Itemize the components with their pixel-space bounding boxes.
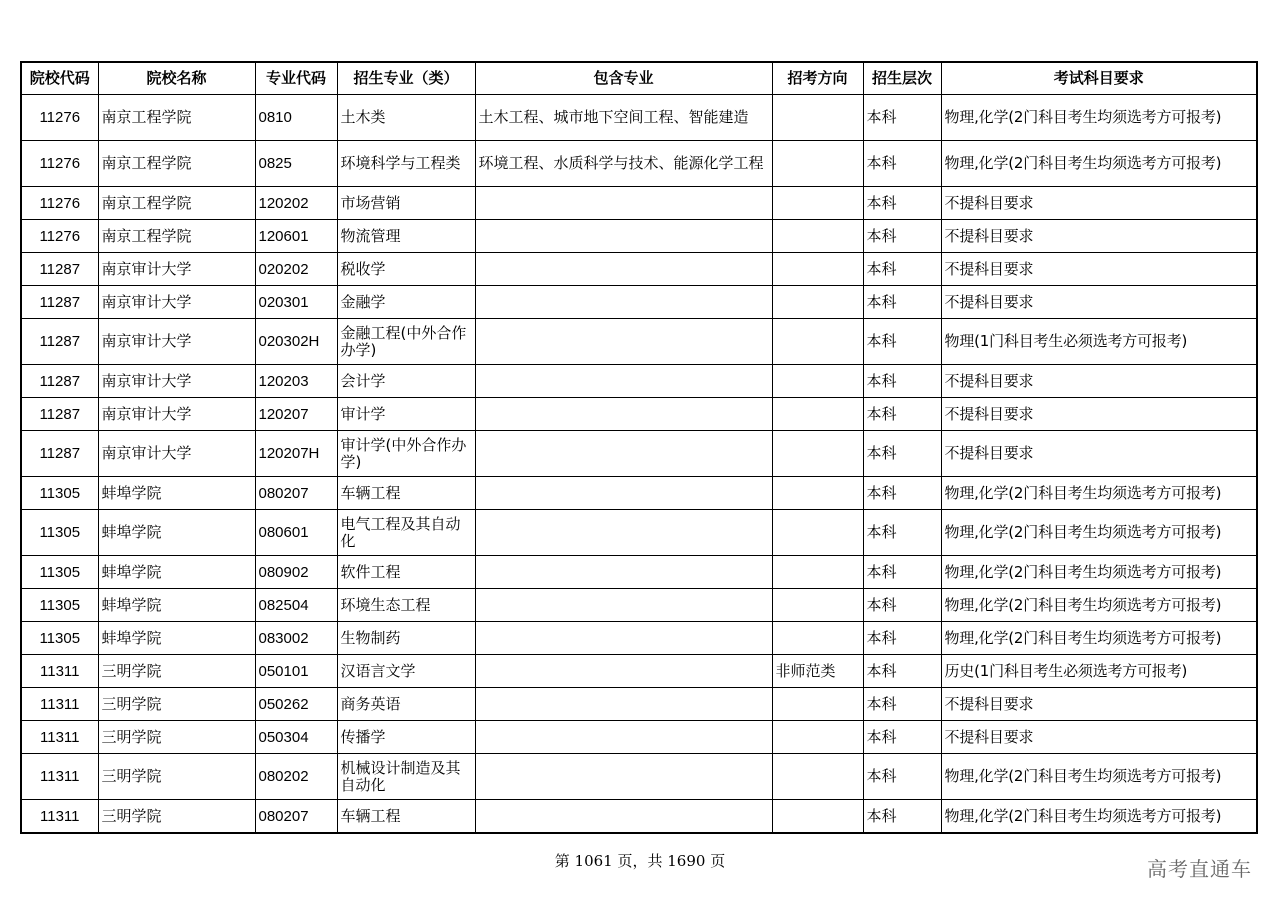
cell-major: 审计学 bbox=[337, 398, 475, 431]
table-row bbox=[21, 141, 1257, 187]
cell-school-code: 11287 bbox=[21, 286, 98, 319]
cell-direction bbox=[772, 141, 863, 187]
cell-included-majors bbox=[475, 253, 772, 286]
cell-requirement: 不提科目要求 bbox=[941, 187, 1257, 220]
cell-direction bbox=[772, 721, 863, 754]
header-school-code: 院校代码 bbox=[21, 62, 98, 95]
cell-major: 土木类 bbox=[337, 95, 475, 141]
table-row bbox=[21, 510, 1257, 556]
table-row bbox=[21, 754, 1257, 800]
cell-requirement: 不提科目要求 bbox=[941, 688, 1257, 721]
cell-school-name: 南京审计大学 bbox=[98, 319, 255, 365]
cell-school-code: 11276 bbox=[21, 220, 98, 253]
cell-included-majors bbox=[475, 220, 772, 253]
cell-major-code: 120207 bbox=[255, 398, 337, 431]
cell-school-code: 11305 bbox=[21, 510, 98, 556]
cell-level: 本科 bbox=[863, 187, 941, 220]
cell-major: 电气工程及其自动化 bbox=[337, 510, 475, 556]
cell-school-name: 三明学院 bbox=[98, 655, 255, 688]
cell-school-code: 11287 bbox=[21, 365, 98, 398]
cell-major: 金融工程(中外合作办学) bbox=[337, 319, 475, 365]
cell-included-majors bbox=[475, 510, 772, 556]
cell-level: 本科 bbox=[863, 365, 941, 398]
cell-direction bbox=[772, 510, 863, 556]
cell-major: 车辆工程 bbox=[337, 800, 475, 834]
header-school-name: 院校名称 bbox=[98, 62, 255, 95]
cell-direction bbox=[772, 95, 863, 141]
cell-requirement: 物理,化学(2门科目考生均须选考方可报考) bbox=[941, 556, 1257, 589]
cell-included-majors bbox=[475, 589, 772, 622]
cell-school-name: 蚌埠学院 bbox=[98, 622, 255, 655]
cell-requirement: 物理,化学(2门科目考生均须选考方可报考) bbox=[941, 800, 1257, 834]
cell-major-code: 050262 bbox=[255, 688, 337, 721]
cell-included-majors bbox=[475, 187, 772, 220]
cell-requirement: 物理,化学(2门科目考生均须选考方可报考) bbox=[941, 510, 1257, 556]
cell-school-code: 11276 bbox=[21, 187, 98, 220]
cell-major-code: 050304 bbox=[255, 721, 337, 754]
cell-major: 会计学 bbox=[337, 365, 475, 398]
cell-school-name: 三明学院 bbox=[98, 754, 255, 800]
table-row bbox=[21, 187, 1257, 220]
cell-school-code: 11311 bbox=[21, 754, 98, 800]
cell-requirement: 不提科目要求 bbox=[941, 286, 1257, 319]
cell-requirement: 不提科目要求 bbox=[941, 431, 1257, 477]
cell-level: 本科 bbox=[863, 622, 941, 655]
cell-school-name: 蚌埠学院 bbox=[98, 477, 255, 510]
cell-major-code: 0825 bbox=[255, 141, 337, 187]
cell-major-code: 080207 bbox=[255, 477, 337, 510]
cell-major-code: 080207 bbox=[255, 800, 337, 834]
table-body bbox=[21, 95, 1257, 834]
table-row bbox=[21, 622, 1257, 655]
cell-school-name: 南京审计大学 bbox=[98, 365, 255, 398]
cell-school-code: 11287 bbox=[21, 398, 98, 431]
cell-school-code: 11305 bbox=[21, 477, 98, 510]
cell-direction bbox=[772, 220, 863, 253]
cell-school-code: 11276 bbox=[21, 95, 98, 141]
table-row bbox=[21, 95, 1257, 141]
table-row bbox=[21, 286, 1257, 319]
table-row bbox=[21, 319, 1257, 365]
cell-direction bbox=[772, 589, 863, 622]
cell-requirement: 不提科目要求 bbox=[941, 220, 1257, 253]
cell-included-majors bbox=[475, 319, 772, 365]
header-requirement: 考试科目要求 bbox=[941, 62, 1257, 95]
cell-level: 本科 bbox=[863, 754, 941, 800]
cell-included-majors bbox=[475, 800, 772, 834]
cell-major: 软件工程 bbox=[337, 556, 475, 589]
cell-major: 物流管理 bbox=[337, 220, 475, 253]
cell-direction bbox=[772, 688, 863, 721]
cell-major-code: 020302H bbox=[255, 319, 337, 365]
cell-direction bbox=[772, 431, 863, 477]
cell-requirement: 物理(1门科目考生必须选考方可报考) bbox=[941, 319, 1257, 365]
cell-direction bbox=[772, 477, 863, 510]
cell-direction bbox=[772, 398, 863, 431]
cell-major: 环境生态工程 bbox=[337, 589, 475, 622]
cell-school-code: 11287 bbox=[21, 253, 98, 286]
cell-school-name: 三明学院 bbox=[98, 721, 255, 754]
header-major-code: 专业代码 bbox=[255, 62, 337, 95]
cell-major: 环境科学与工程类 bbox=[337, 141, 475, 187]
cell-school-name: 三明学院 bbox=[98, 800, 255, 834]
cell-school-code: 11311 bbox=[21, 655, 98, 688]
cell-direction bbox=[772, 800, 863, 834]
cell-major-code: 120601 bbox=[255, 220, 337, 253]
cell-direction bbox=[772, 319, 863, 365]
cell-level: 本科 bbox=[863, 477, 941, 510]
cell-level: 本科 bbox=[863, 431, 941, 477]
table-row bbox=[21, 365, 1257, 398]
cell-major: 市场营销 bbox=[337, 187, 475, 220]
table-row bbox=[21, 655, 1257, 688]
cell-school-name: 蚌埠学院 bbox=[98, 556, 255, 589]
table-row bbox=[21, 721, 1257, 754]
cell-requirement: 物理,化学(2门科目考生均须选考方可报考) bbox=[941, 95, 1257, 141]
cell-school-name: 南京审计大学 bbox=[98, 253, 255, 286]
cell-level: 本科 bbox=[863, 286, 941, 319]
cell-level: 本科 bbox=[863, 398, 941, 431]
table-row bbox=[21, 398, 1257, 431]
cell-included-majors bbox=[475, 365, 772, 398]
cell-major: 商务英语 bbox=[337, 688, 475, 721]
cell-level: 本科 bbox=[863, 556, 941, 589]
cell-school-code: 11287 bbox=[21, 431, 98, 477]
cell-requirement: 物理,化学(2门科目考生均须选考方可报考) bbox=[941, 754, 1257, 800]
cell-major: 汉语言文学 bbox=[337, 655, 475, 688]
cell-level: 本科 bbox=[863, 688, 941, 721]
cell-included-majors bbox=[475, 556, 772, 589]
cell-school-code: 11276 bbox=[21, 141, 98, 187]
cell-major: 传播学 bbox=[337, 721, 475, 754]
cell-school-name: 南京工程学院 bbox=[98, 187, 255, 220]
cell-school-name: 蚌埠学院 bbox=[98, 510, 255, 556]
cell-level: 本科 bbox=[863, 589, 941, 622]
cell-major-code: 020301 bbox=[255, 286, 337, 319]
header-included-majors: 包含专业 bbox=[475, 62, 772, 95]
cell-included-majors: 土木工程、城市地下空间工程、智能建造 bbox=[475, 95, 772, 141]
cell-school-code: 11287 bbox=[21, 319, 98, 365]
cell-major: 生物制药 bbox=[337, 622, 475, 655]
cell-level: 本科 bbox=[863, 655, 941, 688]
table-row bbox=[21, 800, 1257, 834]
cell-requirement: 物理,化学(2门科目考生均须选考方可报考) bbox=[941, 477, 1257, 510]
cell-school-name: 南京审计大学 bbox=[98, 286, 255, 319]
cell-direction bbox=[772, 556, 863, 589]
cell-major-code: 080902 bbox=[255, 556, 337, 589]
cell-major-code: 020202 bbox=[255, 253, 337, 286]
cell-major-code: 050101 bbox=[255, 655, 337, 688]
cell-included-majors bbox=[475, 622, 772, 655]
cell-level: 本科 bbox=[863, 220, 941, 253]
cell-direction bbox=[772, 286, 863, 319]
table-header-row bbox=[21, 62, 1257, 95]
cell-direction bbox=[772, 187, 863, 220]
cell-school-name: 南京工程学院 bbox=[98, 141, 255, 187]
cell-school-name: 南京工程学院 bbox=[98, 95, 255, 141]
cell-level: 本科 bbox=[863, 319, 941, 365]
cell-major-code: 083002 bbox=[255, 622, 337, 655]
cell-requirement: 物理,化学(2门科目考生均须选考方可报考) bbox=[941, 589, 1257, 622]
cell-included-majors: 环境工程、水质科学与技术、能源化学工程 bbox=[475, 141, 772, 187]
table-row bbox=[21, 253, 1257, 286]
cell-major-code: 082504 bbox=[255, 589, 337, 622]
cell-level: 本科 bbox=[863, 721, 941, 754]
table-row bbox=[21, 431, 1257, 477]
cell-requirement: 不提科目要求 bbox=[941, 365, 1257, 398]
table-row bbox=[21, 477, 1257, 510]
admission-table bbox=[20, 61, 1258, 834]
cell-school-code: 11311 bbox=[21, 688, 98, 721]
cell-major-code: 0810 bbox=[255, 95, 337, 141]
cell-major: 税收学 bbox=[337, 253, 475, 286]
header-major: 招生专业（类） bbox=[337, 62, 475, 95]
cell-included-majors bbox=[475, 721, 772, 754]
cell-included-majors bbox=[475, 754, 772, 800]
cell-included-majors bbox=[475, 688, 772, 721]
watermark: 高考直通车 bbox=[1147, 857, 1252, 881]
cell-included-majors bbox=[475, 655, 772, 688]
cell-included-majors bbox=[475, 431, 772, 477]
cell-major-code: 080202 bbox=[255, 754, 337, 800]
cell-school-code: 11305 bbox=[21, 556, 98, 589]
cell-included-majors bbox=[475, 398, 772, 431]
cell-included-majors bbox=[475, 286, 772, 319]
cell-requirement: 物理,化学(2门科目考生均须选考方可报考) bbox=[941, 141, 1257, 187]
cell-included-majors bbox=[475, 477, 772, 510]
cell-school-name: 南京审计大学 bbox=[98, 431, 255, 477]
cell-major-code: 120207H bbox=[255, 431, 337, 477]
cell-requirement: 不提科目要求 bbox=[941, 398, 1257, 431]
cell-school-name: 南京工程学院 bbox=[98, 220, 255, 253]
cell-requirement: 历史(1门科目考生必须选考方可报考) bbox=[941, 655, 1257, 688]
cell-major-code: 120202 bbox=[255, 187, 337, 220]
cell-level: 本科 bbox=[863, 141, 941, 187]
cell-major: 车辆工程 bbox=[337, 477, 475, 510]
cell-major-code: 080601 bbox=[255, 510, 337, 556]
cell-school-code: 11311 bbox=[21, 800, 98, 834]
cell-direction bbox=[772, 754, 863, 800]
table-row bbox=[21, 220, 1257, 253]
cell-school-code: 11305 bbox=[21, 622, 98, 655]
cell-school-code: 11305 bbox=[21, 589, 98, 622]
cell-direction bbox=[772, 365, 863, 398]
cell-requirement: 物理,化学(2门科目考生均须选考方可报考) bbox=[941, 622, 1257, 655]
table-row bbox=[21, 556, 1257, 589]
cell-major: 机械设计制造及其自动化 bbox=[337, 754, 475, 800]
cell-major: 金融学 bbox=[337, 286, 475, 319]
cell-school-name: 南京审计大学 bbox=[98, 398, 255, 431]
cell-level: 本科 bbox=[863, 800, 941, 834]
header-direction: 招考方向 bbox=[772, 62, 863, 95]
table-row bbox=[21, 688, 1257, 721]
cell-level: 本科 bbox=[863, 510, 941, 556]
cell-direction: 非师范类 bbox=[772, 655, 863, 688]
cell-school-code: 11311 bbox=[21, 721, 98, 754]
cell-major-code: 120203 bbox=[255, 365, 337, 398]
cell-school-name: 三明学院 bbox=[98, 688, 255, 721]
cell-level: 本科 bbox=[863, 95, 941, 141]
cell-requirement: 不提科目要求 bbox=[941, 253, 1257, 286]
table-row bbox=[21, 589, 1257, 622]
cell-direction bbox=[772, 622, 863, 655]
cell-school-name: 蚌埠学院 bbox=[98, 589, 255, 622]
cell-level: 本科 bbox=[863, 253, 941, 286]
page-number: 第 1061 页，共 1690 页 bbox=[554, 852, 726, 870]
cell-requirement: 不提科目要求 bbox=[941, 721, 1257, 754]
header-level: 招生层次 bbox=[863, 62, 941, 95]
cell-major: 审计学(中外合作办学) bbox=[337, 431, 475, 477]
cell-direction bbox=[772, 253, 863, 286]
